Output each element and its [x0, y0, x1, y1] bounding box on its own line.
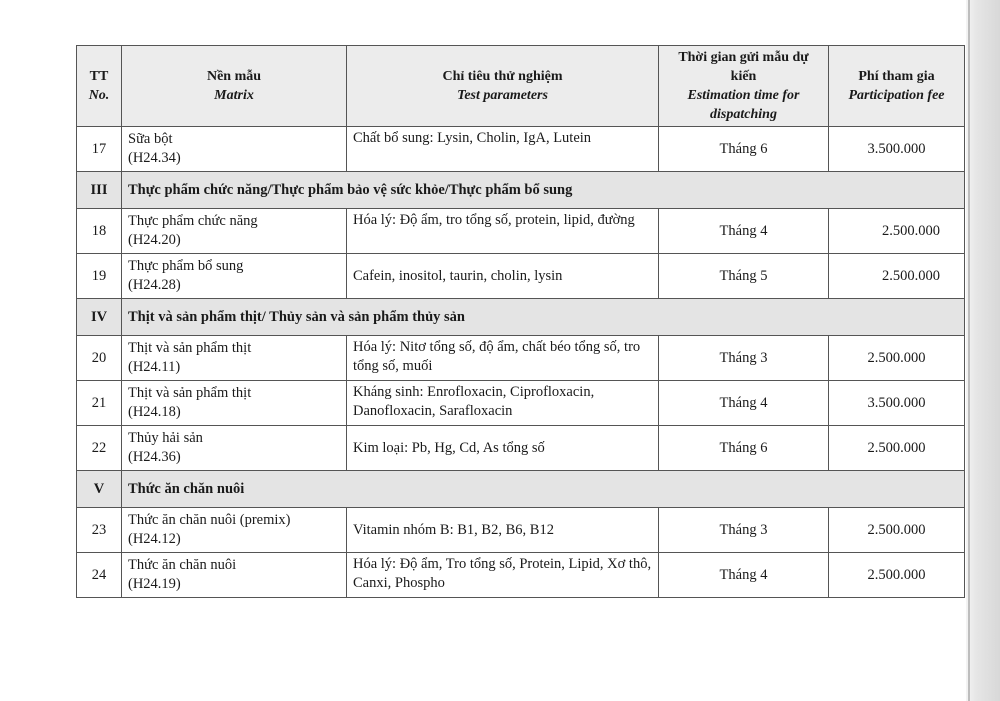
- header-params: Chỉ tiêu thử nghiệm Test parameters: [347, 46, 659, 127]
- table-row: [77, 426, 965, 471]
- section-no: V: [77, 471, 122, 508]
- row-params: Vitamin nhóm B: B1, B2, B6, B12: [347, 508, 659, 553]
- table-row: [77, 127, 965, 172]
- row-fee: 2.500.000: [829, 508, 965, 553]
- row-matrix: Thức ăn chăn nuôi (premix) (H24.12): [122, 508, 347, 553]
- row-params: Hóa lý: Độ ẩm, Tro tổng số, Protein, Lipid, Xơ thô, Canxi, Phospho: [347, 553, 659, 598]
- row-time: Tháng 4: [659, 209, 829, 254]
- row-no: 22: [77, 426, 122, 471]
- row-params: Chất bổ sung: Lysin, Cholin, IgA, Lutein: [347, 127, 659, 172]
- row-matrix: Sữa bột (H24.34): [122, 127, 347, 172]
- row-no: 17: [77, 127, 122, 172]
- scan-edge-line: [968, 0, 970, 701]
- section-title: Thức ăn chăn nuôi: [122, 471, 965, 508]
- row-no: 24: [77, 553, 122, 598]
- table-row: [77, 553, 965, 598]
- row-time: Tháng 3: [659, 508, 829, 553]
- section-row: [77, 172, 965, 209]
- row-matrix: Thực phẩm bổ sung (H24.28): [122, 254, 347, 299]
- row-no: 23: [77, 508, 122, 553]
- participation-table: [76, 45, 965, 598]
- row-matrix: Thực phẩm chức năng (H24.20): [122, 209, 347, 254]
- section-no: IV: [77, 299, 122, 336]
- row-fee: 2.500.000: [829, 254, 965, 299]
- row-time: Tháng 6: [659, 127, 829, 172]
- row-params: Hóa lý: Nitơ tổng số, độ ẩm, chất béo tổng số, tro tổng số, muối: [347, 336, 659, 381]
- row-params: Hóa lý: Độ ẩm, tro tổng số, protein, lipid, đường: [347, 209, 659, 254]
- row-no: 21: [77, 381, 122, 426]
- header-matrix: Nền mẫu Matrix: [122, 46, 347, 127]
- row-fee: 3.500.000: [829, 381, 965, 426]
- row-time: Tháng 3: [659, 336, 829, 381]
- row-fee: 2.500.000: [829, 336, 965, 381]
- row-matrix: Thủy hải sản (H24.36): [122, 426, 347, 471]
- section-row: [77, 299, 965, 336]
- table-row: [77, 381, 965, 426]
- table-row: [77, 209, 965, 254]
- row-fee: 2.500.000: [829, 426, 965, 471]
- row-no: 20: [77, 336, 122, 381]
- header-time: Thời gian gửi mẫu dự kiến Estimation time for dispatching: [659, 46, 829, 127]
- table-header-row: [77, 46, 965, 127]
- row-fee: 2.500.000: [829, 209, 965, 254]
- scan-edge: [966, 0, 1000, 701]
- table-row: [77, 254, 965, 299]
- table-row: [77, 336, 965, 381]
- row-no: 19: [77, 254, 122, 299]
- table-row: [77, 508, 965, 553]
- section-title: Thực phẩm chức năng/Thực phẩm bảo vệ sức khỏe/Thực phẩm bổ sung: [122, 172, 965, 209]
- header-tt: TT No.: [77, 46, 122, 127]
- row-time: Tháng 4: [659, 381, 829, 426]
- section-row: [77, 471, 965, 508]
- header-fee: Phí tham gia Participation fee: [829, 46, 965, 127]
- row-params: Kim loại: Pb, Hg, Cd, As tổng số: [347, 426, 659, 471]
- row-params: Cafein, inositol, taurin, cholin, lysin: [347, 254, 659, 299]
- row-fee: 2.500.000: [829, 553, 965, 598]
- row-fee: 3.500.000: [829, 127, 965, 172]
- row-time: Tháng 5: [659, 254, 829, 299]
- row-matrix: Thịt và sản phẩm thịt (H24.18): [122, 381, 347, 426]
- row-params: Kháng sinh: Enrofloxacin, Ciprofloxacin, Danofloxacin, Sarafloxacin: [347, 381, 659, 426]
- section-title: Thịt và sản phẩm thịt/ Thủy sản và sản phẩm thủy sản: [122, 299, 965, 336]
- row-matrix: Thức ăn chăn nuôi (H24.19): [122, 553, 347, 598]
- row-time: Tháng 6: [659, 426, 829, 471]
- row-no: 18: [77, 209, 122, 254]
- row-time: Tháng 4: [659, 553, 829, 598]
- row-matrix: Thịt và sản phẩm thịt (H24.11): [122, 336, 347, 381]
- section-no: III: [77, 172, 122, 209]
